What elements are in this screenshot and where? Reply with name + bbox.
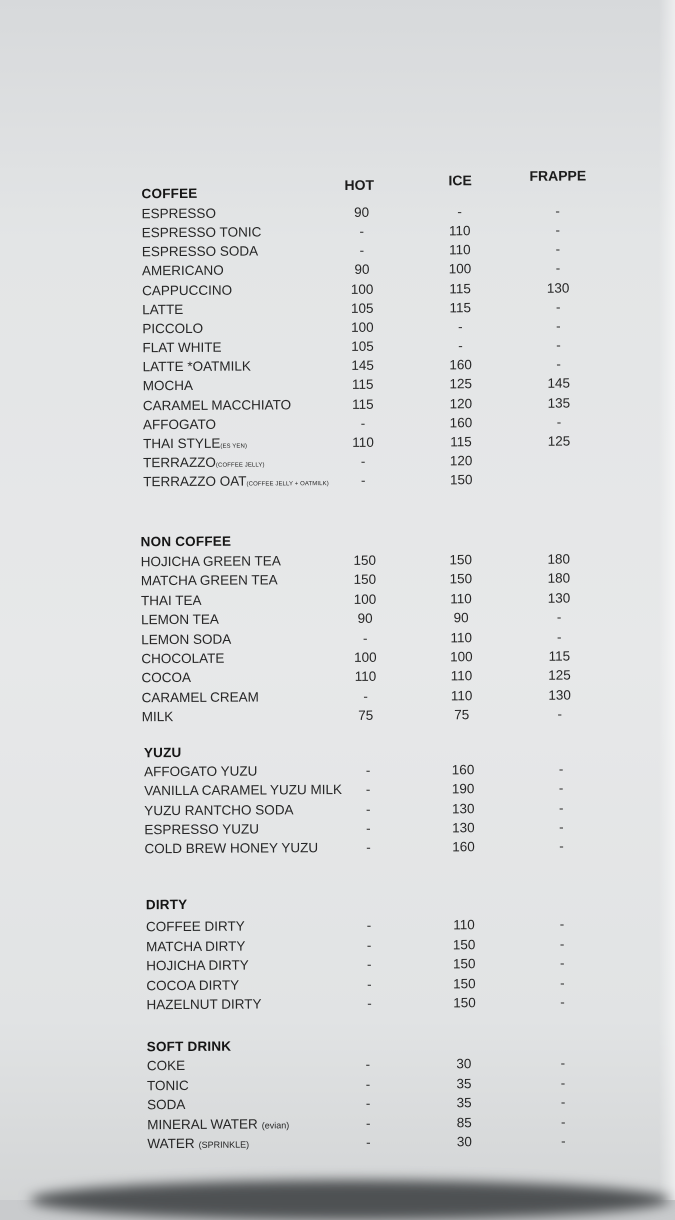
item-name (147, 1136, 249, 1152)
price-ice: 110 (453, 917, 475, 933)
item-name (142, 689, 259, 705)
item-note: (COFFEE JELLY) (215, 462, 265, 469)
price-hot: - (359, 223, 365, 240)
item-name-text: CARAMEL MACCHIATO (142, 396, 292, 413)
item-note: (SPRINKLE) (198, 1139, 250, 1150)
price-ice: 130 (451, 800, 475, 816)
item-name (141, 670, 191, 685)
price-ice: 120 (449, 453, 473, 469)
price-hot: - (363, 688, 368, 704)
price-hot: 145 (351, 357, 374, 374)
item-name (146, 919, 245, 935)
price-hot: - (359, 243, 365, 259)
item-name-text: TONIC (146, 1077, 189, 1093)
price-hot: 90 (357, 610, 373, 627)
price-hot: 90 (354, 204, 370, 220)
price-frappe: 135 (547, 395, 571, 411)
price-ice: 150 (453, 995, 476, 1011)
price-hot: - (365, 1056, 371, 1072)
price-hot: - (367, 995, 372, 1011)
item-name-text: THAI STYLE (142, 435, 221, 451)
item-name (142, 263, 224, 278)
price-hot: - (365, 801, 371, 817)
price-hot: - (362, 630, 368, 646)
item-name (143, 378, 193, 393)
item-note: (ES YEN) (220, 443, 248, 450)
price-hot: - (365, 1095, 371, 1111)
price-frappe: - (560, 1114, 566, 1130)
item-name-text: LEMON TEA (141, 611, 219, 628)
price-ice: 150 (449, 552, 473, 568)
price-ice: 75 (454, 707, 470, 723)
price-ice: 150 (453, 975, 476, 991)
item-name-text: COCOA DIRTY (146, 977, 240, 993)
price-hot: 100 (353, 591, 377, 607)
item-name-text: ESPRESSO (141, 205, 216, 222)
price-hot: 100 (354, 649, 377, 665)
price-frappe: - (559, 936, 565, 952)
price-ice: 150 (452, 936, 476, 952)
price-ice: 190 (451, 781, 475, 797)
price-frappe: - (557, 706, 562, 722)
price-frappe: 130 (546, 280, 570, 296)
price-ice: 30 (456, 1134, 472, 1150)
item-name-text: HOJICHA GREEN TEA (140, 553, 281, 570)
menu-item-row (1, 838, 675, 861)
item-name-text: COLD BREW HONEY YUZU (144, 840, 319, 857)
price-hot: 100 (350, 281, 374, 297)
item-name-text: MOCHA (142, 378, 193, 394)
item-name-text: LATTE (142, 301, 184, 317)
item-name-text: PICCOLO (142, 320, 204, 337)
item-name (146, 977, 239, 993)
item-name-text: YUZU RANTCHO SODA (144, 801, 294, 818)
price-frappe: - (559, 819, 564, 835)
item-name (141, 631, 231, 647)
item-note: (COFFEE JELLY + OATMILK) (246, 481, 329, 488)
section-title-soft-drink: SOFT DRINK (146, 1038, 232, 1055)
item-name (143, 435, 247, 451)
price-ice: - (457, 204, 462, 220)
item-name-text: MATCHA GREEN TEA (140, 572, 278, 589)
section-title-coffee: COFFEE (141, 185, 198, 202)
item-name-text: CHOCOLATE (141, 650, 225, 667)
price-ice: 30 (456, 1056, 472, 1072)
price-frappe: - (556, 356, 561, 372)
price-frappe: - (556, 629, 562, 645)
item-name-text: WATER (147, 1135, 195, 1152)
price-hot: 115 (351, 396, 374, 412)
price-hot: 150 (353, 552, 377, 568)
menu-item-row (2, 994, 675, 1017)
menu-item-row (3, 1133, 675, 1156)
price-ice: 110 (449, 242, 471, 258)
price-frappe: - (560, 1055, 566, 1071)
price-ice: 115 (450, 433, 472, 450)
item-name-text: SODA (147, 1096, 186, 1113)
item-name (144, 764, 257, 780)
item-name (147, 1097, 185, 1112)
price-frappe: - (560, 975, 565, 991)
price-frappe: - (555, 222, 561, 238)
item-name-text: AFFOGATO (142, 416, 216, 432)
price-ice: 35 (456, 1095, 472, 1111)
item-name-text: COFFEE DIRTY (145, 918, 245, 935)
item-name (144, 821, 259, 837)
price-frappe: - (560, 1094, 566, 1110)
price-ice: 130 (452, 820, 475, 836)
item-name (147, 1116, 289, 1132)
price-frappe: 115 (548, 648, 571, 664)
item-name-text: FLAT WHITE (142, 339, 222, 356)
item-name (143, 454, 264, 470)
item-name-text: AFFOGATO YUZU (143, 763, 258, 780)
price-hot: - (367, 976, 372, 992)
price-frappe: 180 (547, 551, 571, 567)
price-frappe: - (556, 414, 562, 430)
item-name-text: COCOA (141, 670, 192, 686)
price-ice: 115 (449, 299, 472, 316)
price-ice: 35 (456, 1075, 472, 1091)
price-frappe: - (561, 1133, 566, 1149)
price-frappe: - (559, 916, 565, 932)
price-ice: 110 (450, 668, 473, 684)
price-frappe: - (558, 761, 564, 777)
price-frappe: - (558, 780, 564, 796)
item-name (141, 593, 202, 608)
price-hot: 105 (351, 338, 374, 354)
price-frappe: 125 (548, 667, 571, 684)
item-name-text: LEMON SODA (141, 631, 232, 647)
price-ice: 160 (449, 414, 473, 430)
price-hot: - (366, 956, 372, 972)
price-frappe: - (556, 318, 561, 334)
price-ice: 110 (448, 223, 471, 239)
price-ice: 120 (449, 395, 473, 411)
price-ice: 90 (453, 610, 469, 626)
item-name-text: TERRAZZO OAT (143, 473, 247, 490)
price-hot: 100 (351, 319, 374, 335)
item-name (144, 802, 293, 818)
item-name (144, 840, 318, 856)
price-frappe: - (559, 838, 564, 854)
item-name-text: HOJICHA DIRTY (146, 957, 249, 974)
item-name (142, 321, 203, 336)
item-name (142, 225, 262, 241)
price-frappe: 125 (547, 433, 571, 449)
price-ice: 110 (450, 629, 473, 645)
price-hot: - (360, 453, 366, 469)
item-name (141, 573, 278, 589)
price-frappe: - (560, 1075, 566, 1091)
price-hot: - (365, 1115, 371, 1131)
item-name (142, 282, 232, 298)
price-hot: - (360, 415, 366, 431)
price-hot: 115 (351, 377, 374, 393)
item-name-text: HAZELNUT DIRTY (146, 996, 262, 1013)
section-title-yuzu: YUZU (143, 744, 182, 761)
item-name-text: ESPRESSO YUZU (144, 821, 259, 838)
item-name (143, 397, 291, 413)
item-name-text: ESPRESSO SODA (141, 243, 259, 260)
item-name (142, 206, 216, 221)
price-ice: 100 (448, 261, 472, 277)
price-ice: 160 (452, 839, 475, 855)
price-hot: - (365, 782, 371, 798)
item-name-text: MATCHA DIRTY (146, 938, 246, 954)
item-name (143, 416, 216, 431)
item-name (146, 996, 261, 1012)
item-name-text: VANILLA CARAMEL YUZU MILK (144, 782, 343, 799)
item-name (147, 1077, 189, 1092)
item-name (141, 612, 219, 627)
price-frappe: 145 (547, 375, 570, 392)
item-name (144, 782, 342, 798)
item-name (142, 244, 258, 260)
price-frappe: - (556, 609, 562, 625)
section-title-non-coffee: NON COFFEE (140, 533, 232, 550)
price-ice: - (458, 338, 463, 354)
item-name-text: CAPPUCCINO (142, 282, 233, 298)
price-hot: 90 (354, 262, 370, 278)
item-name (143, 359, 251, 375)
price-frappe: - (558, 800, 564, 816)
item-name-text: MILK (141, 709, 174, 725)
item-name-text: ESPRESSO TONIC (141, 224, 262, 241)
item-name (142, 302, 183, 317)
price-hot: - (366, 820, 371, 836)
price-frappe: - (555, 241, 561, 257)
column-header-hot: HOT (344, 176, 375, 193)
item-name (141, 553, 281, 569)
item-name (147, 1058, 185, 1073)
price-hot: - (366, 937, 372, 953)
price-hot: - (365, 1076, 371, 1092)
item-note: (evian) (261, 1119, 290, 1130)
price-ice: 85 (456, 1114, 472, 1130)
price-frappe: - (560, 994, 565, 1010)
item-name-text: CARAMEL CREAM (141, 689, 259, 706)
price-ice: 160 (451, 762, 475, 778)
price-hot: 110 (352, 434, 374, 450)
price-ice: 150 (452, 956, 476, 972)
item-name (146, 938, 245, 954)
price-frappe: - (555, 299, 561, 315)
price-ice: 110 (450, 590, 472, 607)
price-hot: - (366, 1134, 371, 1150)
item-name-text: THAI TEA (140, 592, 202, 609)
item-name-text: TERRAZZO (143, 454, 216, 471)
price-hot: - (365, 762, 371, 778)
price-ice: - (458, 319, 463, 335)
price-hot: - (360, 472, 366, 488)
price-frappe: 130 (548, 687, 571, 703)
item-name-text: AMERICANO (141, 263, 224, 279)
item-name (141, 651, 224, 667)
item-name (142, 709, 174, 724)
price-ice: 160 (449, 357, 472, 373)
price-ice: 150 (449, 472, 473, 488)
column-header-ice: ICE (448, 172, 472, 189)
menu-item-row (1, 706, 675, 729)
price-frappe: - (556, 337, 561, 353)
price-frappe: 130 (547, 590, 571, 606)
item-name-text: LATTE *OATMILK (142, 358, 251, 375)
price-frappe: - (555, 203, 560, 219)
item-name (142, 340, 221, 355)
price-frappe: - (555, 261, 561, 277)
item-name (146, 958, 249, 974)
price-hot: - (366, 917, 372, 933)
item-name-text: MINERAL WATER (147, 1116, 258, 1132)
column-header-frappe: FRAPPE (529, 167, 587, 184)
menu-item-row (0, 471, 674, 494)
item-name (143, 473, 329, 489)
price-ice: 125 (449, 376, 472, 392)
price-ice: 100 (450, 649, 473, 665)
price-hot: 75 (358, 707, 374, 724)
price-ice: 115 (449, 280, 471, 296)
price-ice: 150 (449, 571, 473, 587)
price-frappe: 180 (547, 570, 571, 587)
price-hot: 105 (350, 300, 374, 316)
price-hot: 150 (353, 572, 377, 588)
price-hot: - (366, 840, 371, 856)
item-name-text: COKE (146, 1057, 186, 1074)
section-title-dirty: DIRTY (145, 896, 188, 913)
price-hot: 110 (354, 669, 377, 685)
price-frappe: - (559, 955, 565, 971)
price-ice: 110 (450, 687, 473, 704)
